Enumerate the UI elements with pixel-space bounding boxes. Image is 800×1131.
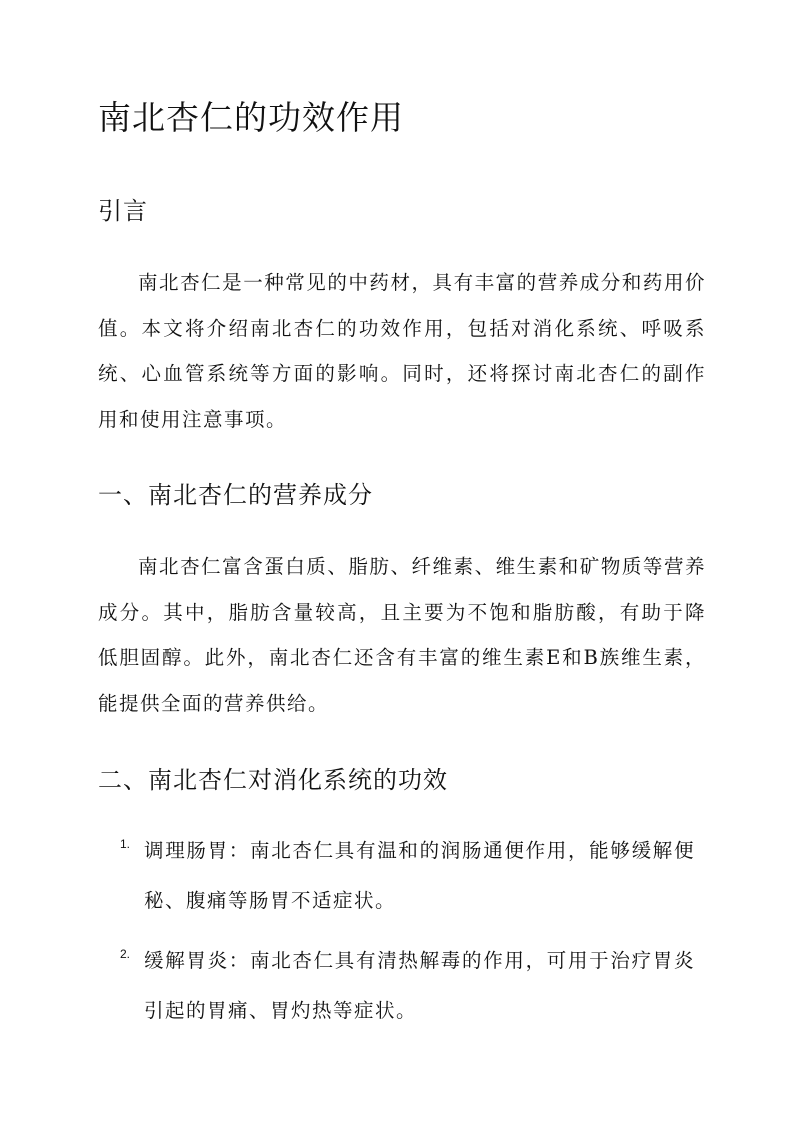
list-item (120, 936, 695, 1036)
intro-paragraph: 南北杏仁是一种常见的中药材，具有丰富的营养成分和药用价值。本文将介绍南北杏仁的功效作用，包括对消化系统、呼吸系统、心血管系统等方面的影响。同时，还将探讨南北杏仁的副作用和使用注意事项。 (98, 271, 706, 431)
section1-heading: 一、南北杏仁的营养成分 (98, 481, 373, 509)
list-item-number: 1. (120, 837, 131, 851)
list-item-text: 缓解胃炎：南北杏仁具有清热解毒的作用，可用于治疗胃炎引起的胃痛、胃灼热等症状。 (144, 949, 695, 1022)
section1-paragraph: 南北杏仁富含蛋白质、脂肪、纤维素、维生素和矿物质等营养成分。其中，脂肪含量较高，且主要为不饱和脂肪酸，有助于降低胆固醇。此外，南北杏仁还含有丰富的维生素E和B族维生素，能提供全面的营养供给。 (98, 555, 706, 715)
list-item (120, 826, 695, 926)
list-item-number: 2. (120, 947, 131, 961)
section2-heading: 二、南北杏仁对消化系统的功效 (98, 766, 448, 794)
list-item-text: 调理肠胃：南北杏仁具有温和的润肠通便作用，能够缓解便秘、腹痛等肠胃不适症状。 (144, 839, 695, 912)
document-title: 南北杏仁的功效作用 (98, 98, 404, 137)
intro-heading: 引言 (98, 197, 148, 225)
